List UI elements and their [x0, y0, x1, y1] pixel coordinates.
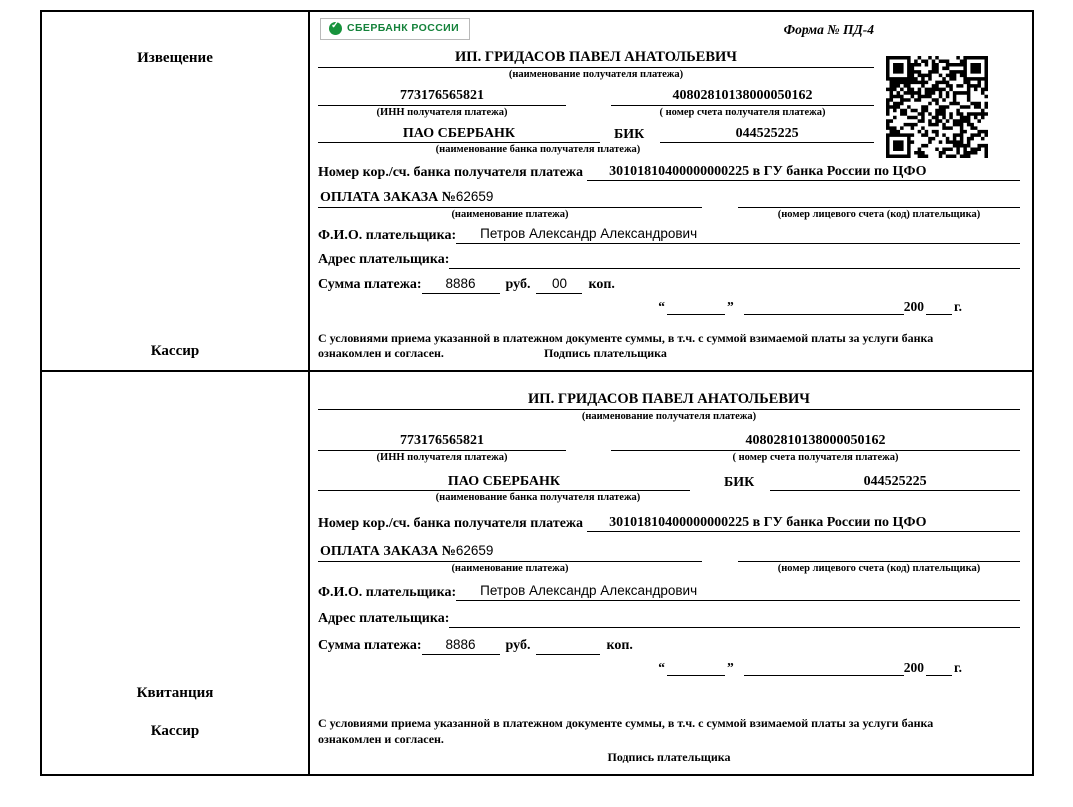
- bank-label: (наименование банка получателя платежа): [435, 492, 641, 504]
- purpose-labels-row: [318, 562, 1020, 575]
- terms-line1: С условиями приема указанной в платежном документе суммы, в т.ч. с суммой взимаемой платы за услуги банка: [318, 330, 934, 345]
- inn-account-labels-row: [318, 451, 1020, 464]
- purpose-labels-row: [318, 208, 1020, 221]
- sberbank-emblem-icon: [329, 22, 342, 35]
- bik-value: 044525225: [770, 473, 1020, 492]
- receipt-label: Квитанция: [136, 685, 214, 701]
- corr-account-row: [318, 514, 1020, 533]
- rub-label: руб.: [505, 638, 531, 653]
- payer-name-row: [318, 583, 1020, 602]
- purpose-label: (наименование платежа): [451, 562, 569, 574]
- notice-header-row: [318, 18, 874, 46]
- inn-label: (ИНН получателя платежа): [376, 451, 508, 463]
- inn-account-row: [318, 432, 1020, 451]
- payer-signature-label: Подпись плательщика: [543, 346, 667, 361]
- purpose-number: 62659: [455, 189, 494, 204]
- date-month-blank: [744, 675, 904, 676]
- date-row: [318, 299, 1020, 316]
- payment-purpose-line: [318, 543, 702, 562]
- inn-account-labels-row: [318, 106, 874, 119]
- receipt-form-body: [310, 372, 1032, 774]
- notice-section: [42, 12, 1032, 372]
- corr-account-row: [318, 163, 1020, 182]
- rub-label: руб.: [505, 277, 531, 292]
- terms-line2: ознакомлен и согласен.: [318, 731, 444, 746]
- date-day-blank: [667, 314, 725, 315]
- payer-address-blank-line: [449, 268, 1020, 269]
- kop-label: коп.: [606, 638, 633, 653]
- personal-account-label: (номер лицевого счета (код) плательщика): [777, 562, 981, 574]
- close-quote: ”: [727, 298, 734, 314]
- account-label: ( номер счета получателя платежа): [659, 106, 826, 118]
- amount-rub-value: 8886: [422, 276, 500, 294]
- bank-label: (наименование банка получателя платежа): [435, 144, 641, 156]
- payer-name-label: Ф.И.О. плательщика:: [318, 227, 457, 243]
- purpose-label: (наименование платежа): [451, 208, 569, 220]
- bik-label: БИК: [724, 474, 755, 490]
- payer-signature-label: Подпись плательщика: [607, 750, 731, 765]
- form-number: Форма № ПД-4: [783, 22, 874, 37]
- bank-name: ПАО СБЕРБАНК: [318, 125, 600, 144]
- kop-label: коп.: [588, 277, 615, 292]
- payer-address-label: Адрес плательщика:: [318, 611, 450, 627]
- terms-block: [318, 331, 1020, 364]
- notice-stub-cell: [42, 12, 310, 370]
- pd4-payment-form: [40, 10, 1034, 776]
- open-quote: “: [658, 298, 666, 314]
- corr-account-value: 30101810400000000225 в ГУ банка России по ЦФО: [587, 163, 1020, 182]
- sberbank-logo: [320, 18, 470, 40]
- amount-row: [318, 276, 1020, 294]
- bank-name: ПАО СБЕРБАНК: [318, 473, 690, 492]
- payer-address-blank-line: [449, 627, 1020, 628]
- payer-name-value: Петров Александр Александрович: [480, 225, 698, 241]
- payer-name-value: Петров Александр Александрович: [480, 582, 698, 598]
- year-suffix: г.: [954, 659, 962, 675]
- amount-label: Сумма платежа:: [318, 638, 422, 653]
- terms-line1: С условиями приема указанной в платежном документе суммы, в т.ч. с суммой взимаемой платы за услуги банка: [318, 716, 934, 731]
- purpose-prefix: ОПЛАТА ЗАКАЗА №: [320, 544, 456, 559]
- receipt-upper-block: [318, 378, 1020, 505]
- receipt-section: [42, 372, 1032, 774]
- inn-account-row: [318, 87, 874, 106]
- account-value: 40802810138000050162: [611, 432, 1020, 451]
- amount-kop-value: 00: [536, 276, 582, 294]
- bank-row: [318, 125, 874, 144]
- recipient-name-label: (наименование получателя платежа): [581, 411, 757, 423]
- bank-label-row: [318, 491, 1020, 504]
- purpose-number: 62659: [455, 543, 494, 558]
- notice-label: Извещение: [137, 50, 213, 66]
- payer-name-label: Ф.И.О. плательщика:: [318, 584, 457, 600]
- date-row: [318, 660, 1020, 677]
- recipient-name-label: (наименование получателя платежа): [508, 69, 684, 81]
- cashier-label-bottom: Кассир: [150, 723, 200, 739]
- account-label: ( номер счета получателя платежа): [732, 451, 899, 463]
- year-suffix: г.: [954, 298, 962, 314]
- bank-label-row: [318, 143, 874, 156]
- payment-purpose-line: [318, 189, 702, 208]
- amount-label: Сумма платежа:: [318, 277, 422, 292]
- bik-label: БИК: [614, 126, 645, 142]
- payer-name-row: [318, 226, 1020, 245]
- cashier-label-top: Кассир: [150, 343, 200, 359]
- year-prefix: 200: [903, 298, 925, 314]
- personal-account-label: (номер лицевого счета (код) плательщика): [777, 208, 981, 220]
- corr-account-label: Номер кор./сч. банка получателя платежа: [318, 515, 584, 531]
- close-quote: ”: [727, 659, 734, 675]
- terms-block: [318, 716, 1020, 768]
- payment-purpose-row: [318, 543, 1020, 562]
- payment-purpose-row: [318, 189, 1020, 208]
- amount-rub-value: 8886: [422, 637, 500, 655]
- open-quote: “: [658, 659, 666, 675]
- terms-line2: ознакомлен и согласен.: [318, 346, 444, 361]
- date-day-blank: [667, 675, 725, 676]
- sberbank-logo-text: СБЕРБАНК РОССИИ: [347, 22, 460, 34]
- payer-address-label: Адрес плательщика:: [318, 252, 450, 268]
- notice-upper-block: [318, 18, 874, 157]
- recipient-name: ИП. ГРИДАСОВ ПАВЕЛ АНАТОЛЬЕВИЧ: [318, 390, 1020, 410]
- terms-line2-row: [318, 346, 1020, 362]
- inn-value: 773176565821: [318, 432, 566, 451]
- payer-name-line: [456, 583, 1020, 602]
- bank-row: [318, 473, 1020, 492]
- account-value: 40802810138000050162: [611, 87, 874, 106]
- inn-label: (ИНН получателя платежа): [376, 106, 508, 118]
- corr-account-label: Номер кор./сч. банка получателя платежа: [318, 164, 584, 180]
- payer-address-row: [318, 610, 1020, 628]
- year-blank: [926, 314, 952, 315]
- purpose-prefix: ОПЛАТА ЗАКАЗА №: [320, 190, 456, 205]
- recipient-name: ИП. ГРИДАСОВ ПАВЕЛ АНАТОЛЬЕВИЧ: [318, 48, 874, 68]
- payer-address-row: [318, 251, 1020, 269]
- date-month-blank: [744, 314, 904, 315]
- payer-name-line: [456, 226, 1020, 245]
- corr-account-value: 30101810400000000225 в ГУ банка России по ЦФО: [587, 514, 1020, 533]
- year-blank: [926, 675, 952, 676]
- bik-value: 044525225: [660, 125, 874, 144]
- notice-form-body: [310, 12, 1032, 370]
- qr-code: [886, 56, 988, 158]
- inn-value: 773176565821: [318, 87, 566, 106]
- year-prefix: 200: [903, 659, 925, 675]
- amount-row: [318, 637, 1020, 655]
- receipt-stub-cell: [42, 372, 310, 774]
- amount-kop-blank: [536, 654, 600, 655]
